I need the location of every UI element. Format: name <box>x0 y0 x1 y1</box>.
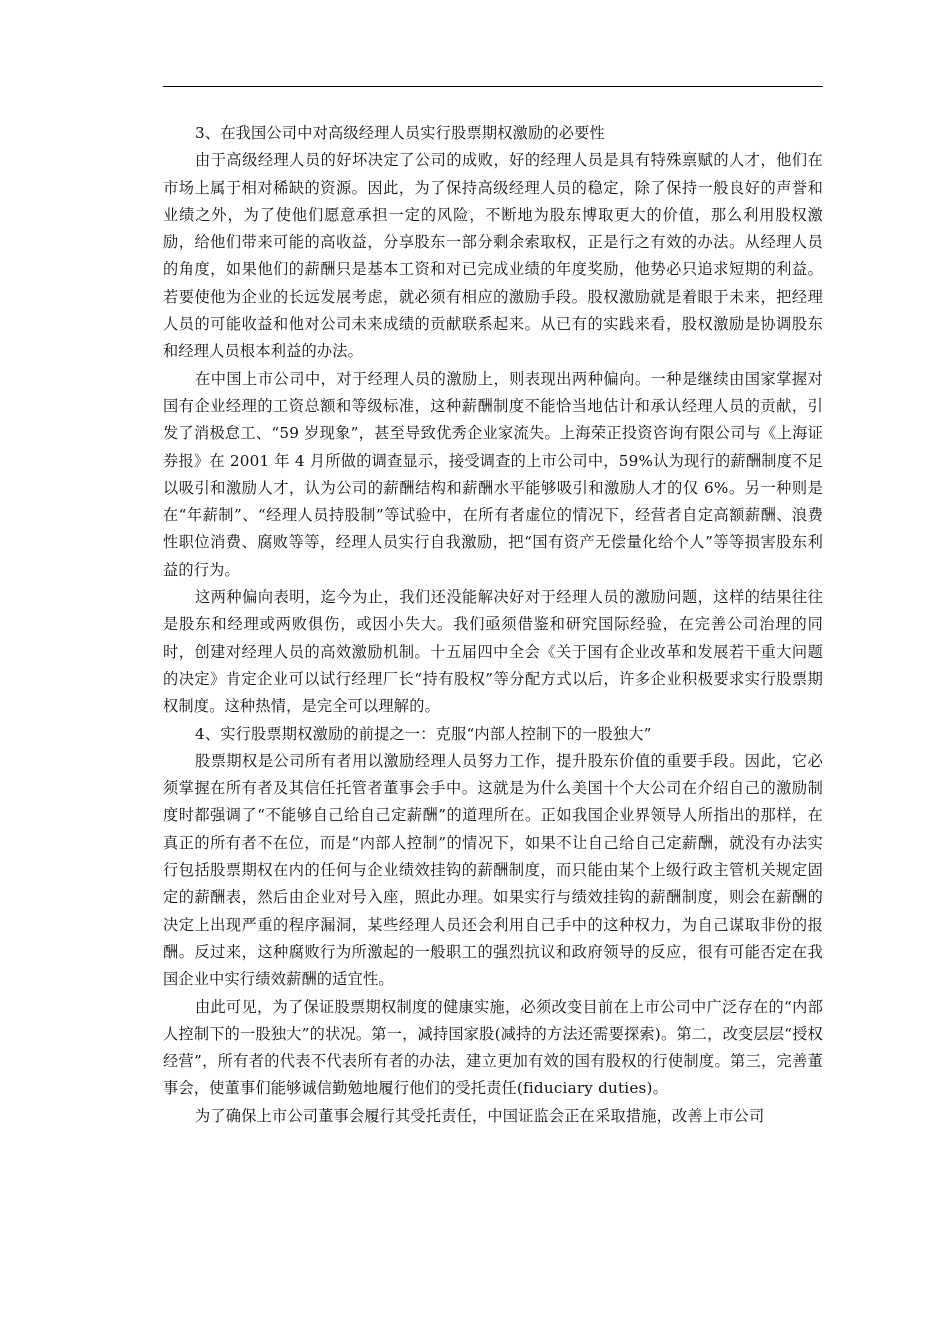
paragraph: 股票期权是公司所有者用以激励经理人员努力工作，提升股东价值的重要手段。因此，它必须掌握在所有者及其信任托管者董事会手中。这就是为什么美国十个大公司在介绍自己的激励制度时都强调了“不能够自己给自己定薪酬”的道理所在。正如我国企业界领导人所指出的那样，在真正的所有者不在位，而是“内部人控制”的情况下，如果不让自己给自己定薪酬，就没有办法实行包括股票期权在内的任何与企业绩效挂钩的薪酬制度，而只能由某个上级行政主管机关规定固定的薪酬表，然后由企业对号入座，照此办理。如果实行与绩效挂钩的薪酬制度，则会在薪酬的决定上出现严重的程序漏洞，某些经理人员还会利用自己手中的这种权力，为自己谋取非份的报酬。反过来，这种腐败行为所激起的一般职工的强烈抗议和政府领导的反应，很有可能否定在我国企业中实行绩效薪酬的适宜性。 <box>163 751 823 989</box>
paragraph: 在中国上市公司中，对于经理人员的激励上，则表现出两种偏向。一种是继续由国家掌握对国有企业经理的工资总额和等级标准，这种薪酬制度不能恰当地估计和承认经理人员的贡献，引发了消极怠工、“59 岁现象”，甚至导致优秀企业家流失。上海荣正投资咨询有限公司与《上海证券报》在 2001 年 4 月所做的调查显示，接受调查的上市公司中，59%认为现行的薪酬制度不足以吸引和激励人才，认为公司的薪酬结构和薪酬水平能够吸引和激励人才的仅 6%。另一种则是在“年薪制”、“经理人员持股制”等试验中，在所有者虚位的情况下，经营者自定高额薪酬、浪费性职位消费、腐败等等，经理人员实行自我激励，把“国有资产无偿量化给个人”等等损害股东利益的行为。 <box>163 369 823 579</box>
paragraph: 由此可见，为了保证股票期权制度的健康实施，必须改变目前在上市公司中广泛存在的“内部人控制下的一股独大”的状况。第一，减持国家股(减持的方法还需要探索)。第二，改变层层“授权经营”，所有者的代表不代表所有者的办法，建立更加有效的国有股权的行使制度。第三，完善董事会，使董事们能够诚信勤勉地履行他们的受托责任(fiduciary duties)。 <box>163 997 823 1098</box>
header-rule <box>163 86 823 87</box>
section-heading-4: 4、实行股票期权激励的前提之一：克服“内部人控制下的一股独大” <box>195 724 652 743</box>
paragraph: 这两种偏向表明，迄今为止，我们还没能解决好对于经理人员的激励问题，这样的结果往往是股东和经理或两败俱伤，或因小失大。我们亟须借鉴和研究国际经验，在完善公司治理的同时，创建对经理人员的高效激励机制。十五届四中全会《关于国有企业改革和发展若干重大问题的决定》肯定企业可以试行经理厂长“持有股权”等分配方式以后，许多企业积极要求实行股票期权制度。这种热情，是完全可以理解的。 <box>163 588 823 716</box>
paragraph: 由于高级经理人员的好坏决定了公司的成败，好的经理人员是具有特殊禀赋的人才，他们在市场上属于相对稀缺的资源。因此，为了保持高级经理人员的稳定，除了保持一般良好的声誉和业绩之外，为了使他们愿意承担一定的风险，不断地为股东博取更大的价值，那么利用股权激励，给他们带来可能的高收益，分享股东一部分剩余索取权，正是行之有效的办法。从经理人员的角度，如果他们的薪酬只是基本工资和对已完成业绩的年度奖励，他势必只追求短期的利益。若要使他为企业的长远发展考虑，就必须有相应的激励手段。股权激励就是着眼于未来，把经理人员的可能收益和他对公司未来成绩的贡献联系起来。从已有的实践来看，股权激励是协调股东和经理人员根本利益的办法。 <box>163 151 823 361</box>
document-body <box>163 120 823 1130</box>
paragraph: 为了确保上市公司董事会履行其受托责任，中国证监会正在采取措施，改善上市公司 <box>195 1106 765 1125</box>
section-heading-3: 3、在我国公司中对高级经理人员实行股票期权激励的必要性 <box>195 124 605 142</box>
